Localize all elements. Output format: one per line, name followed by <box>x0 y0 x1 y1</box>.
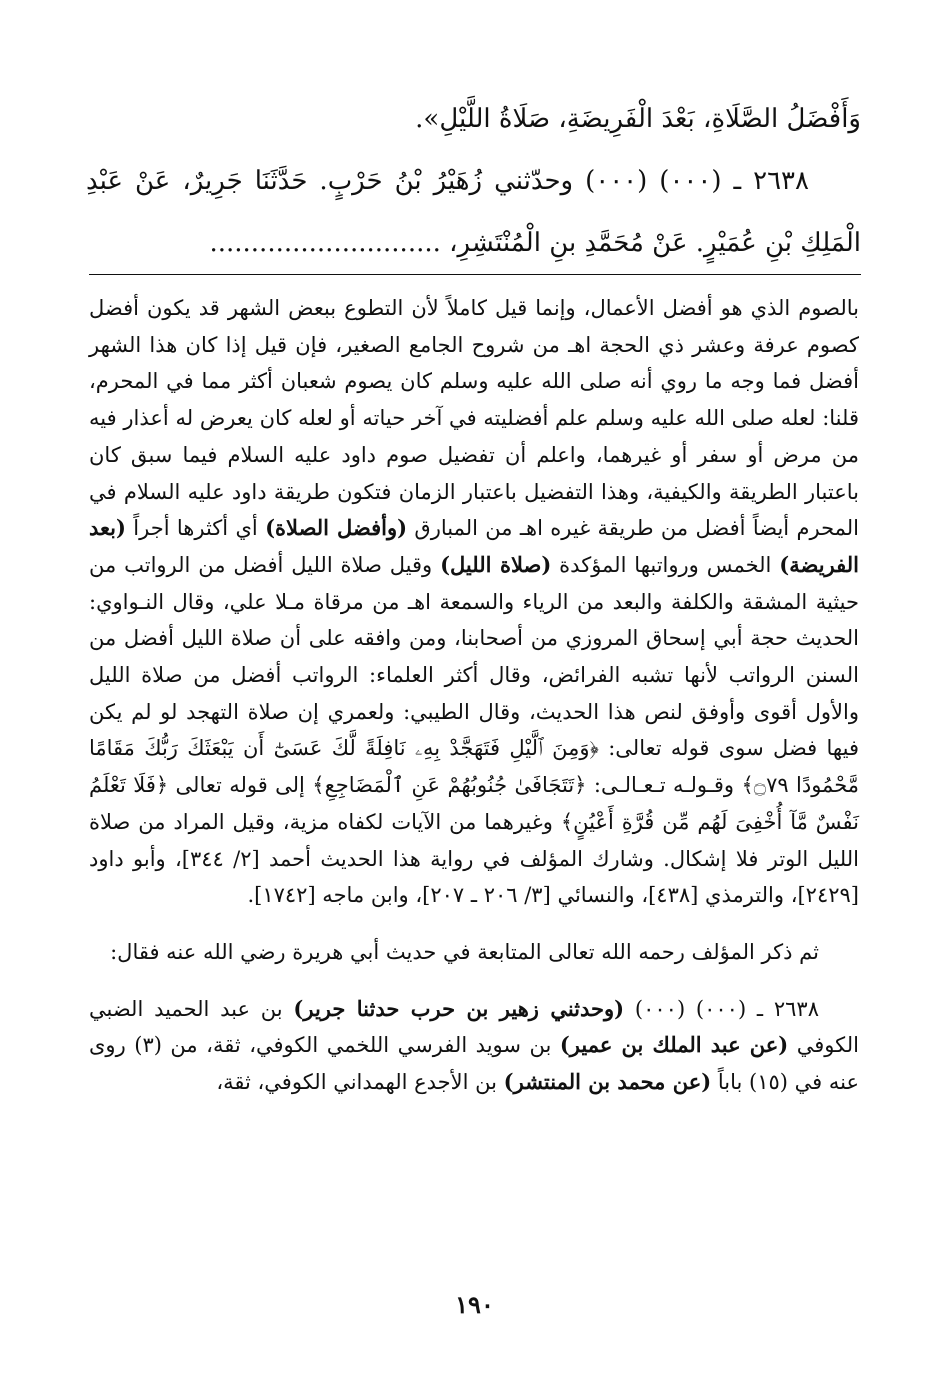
quran-verse: ﴿تَتَجَافَىٰ جُنُوبُهُمْ عَنِ ٱلْمَضَاجِعِ﴾ <box>312 773 587 798</box>
continuation-dots: ............................ <box>209 228 441 258</box>
commentary-text: وقيل صلاة الليل أفضل من الرواتب من حيثية المشقة والكلفة والبعد من الرياء والسمعة اهـ من مرقاة مـلا علي، وقال النـواوي: الحديث حجة أبي إسحاق المروزي من أصحابنا، ومن وافقه على أن صلاة الليل أفضل من السنن الرواتب لأنها تشبه الفرائض، وقال أكثر العلماء: الرواتب أفضل من صلاة الليل والأول أقوى وأوفق لنص هذا الحديث، وقال الطيبي: ولعمري إن صلاة التهجد لو لم يكن فيها فضل سوى قوله تعالى: <box>89 552 859 761</box>
hadith-isnad <box>86 150 861 274</box>
commentary-paragraph-1 <box>89 290 859 914</box>
quoted-isnad: (وحدثني زهير بن حرب حدثنا جرير) <box>293 995 625 1021</box>
commentary-paragraph-2: ثم ذكر المؤلف رحمه الله تعالى المتابعة في حديث أبي هريرة رضي الله عنه فقال: <box>110 939 819 964</box>
hadith-number: ٢٦٣٨ ـ (٠٠٠) (٠٠٠) <box>634 996 819 1021</box>
quoted-isnad: (عن عبد الملك بن عمير) <box>559 1032 789 1058</box>
commentary-text: وغيرهما من الآيات لكفاه مزية، وقيل المراد من صلاة الليل الوتر فلا إشكال. وشارك المؤلف في رواية هذا الحديث أحمد [٢/ ٣٤٤]، وأبو داود [٢٤٢٩]، والترمذي [٤٣٨]، والنسائي [٣/ ٢٠٦ ـ ٢٠٧]، وابن ماجه [١٧٤٢]. <box>89 809 859 908</box>
quran-verse: ﴿فَلَا تَعْلَمُ نَفْسٌ مَّآ أُخْفِىَ لَهُم مِّن قُرَّةِ أَعْيُنٍ﴾ <box>89 773 859 834</box>
footnote-separator-rule <box>89 274 861 275</box>
commentary-block <box>89 290 859 1101</box>
commentary-text: وقـولـه تـعـالـى: <box>593 773 735 798</box>
hadith-line-tail: وَأَفْضَلُ الصَّلَاةِ، بَعْدَ الْفَرِيضَةِ، صَلَاةُ اللَّيْلِ». <box>415 104 861 134</box>
commentary-text: الخمس ورواتبها المؤكدة <box>559 552 772 577</box>
quoted-isnad: (عن محمد بن المنتشر) <box>503 1069 712 1095</box>
quoted-matn: (وأفضل الصلاة) <box>265 515 408 541</box>
commentary-text: أي أكثرها أجراً <box>133 516 258 541</box>
quoted-matn: (بعد الفريضة) <box>89 515 859 577</box>
commentary-text: بن الأجدع الهمداني الكوفي، ثقة، <box>216 1070 497 1095</box>
hadith-text-block <box>86 88 861 274</box>
commentary-text: بالصوم الذي هو أفضل الأعمال، وإنما قيل كاملاً لأن التطوع ببعض الشهر قد يكون أفضل كصوم عرفة وعشر ذي الحجة اهـ من شروح الجامع الصغير، فإن قيل إذا كان هذا الشهر أفضل فما وجه ما روي أنه صلى الله عليه وسلم كان يصوم شعبان أكثر مما في المحرم، قلنا: لعله صلى الله عليه وسلم علم أفضليته في آخر حياته أو لعله كان يعرض له أعذار فيه من مرض أو سفر أو غيرهما، واعلم أن تفضيل صوم داود عليه السلام فيما سبق كان باعتبار الطريقة والكيفية، وهذا التفضيل باعتبار الزمان فتكون طريقة داود عليه السلام في المحرم أيضاً أفضل من طريقة غيره اهـ من المبارق <box>89 296 859 541</box>
quran-verse: ﴿وَمِنَ ٱلَّيْلِ فَتَهَجَّدْ بِهِۦ نَافِلَةً لَّكَ عَسَىٰٓ أَن يَبْعَثَكَ رَبُّكَ مَقَامًا مَّحْمُودًا ۝٧٩﴾ <box>89 736 859 798</box>
hadith-isnad-text: ٢٦٣٨ ـ (٠٠٠) (٠٠٠) وحدّثني زُهَيْرُ بْنُ حَرْبٍ. حَدَّثَنَا جَرِيرٌ، عَنْ عَبْدِ الْمَلِكِ بْنِ عُمَيْرٍ. عَنْ مُحَمَّدِ بنِ الْمُنْتَشِرِ، <box>86 166 861 258</box>
commentary-text: إلى قوله تعالى <box>175 773 305 798</box>
commentary-paragraph-3 <box>89 991 859 1101</box>
quoted-matn: (صلاة الليل) <box>440 551 552 577</box>
commentary-text: بن سويد الفرسي اللخمي الكوفي، ثقة، من (٣) روى عنه في (١٥) باباً <box>89 1033 859 1095</box>
commentary-text: بن عبد الحميد الضبي الكوفي <box>89 996 859 1058</box>
page-number: ١٩٠ <box>455 1290 494 1319</box>
